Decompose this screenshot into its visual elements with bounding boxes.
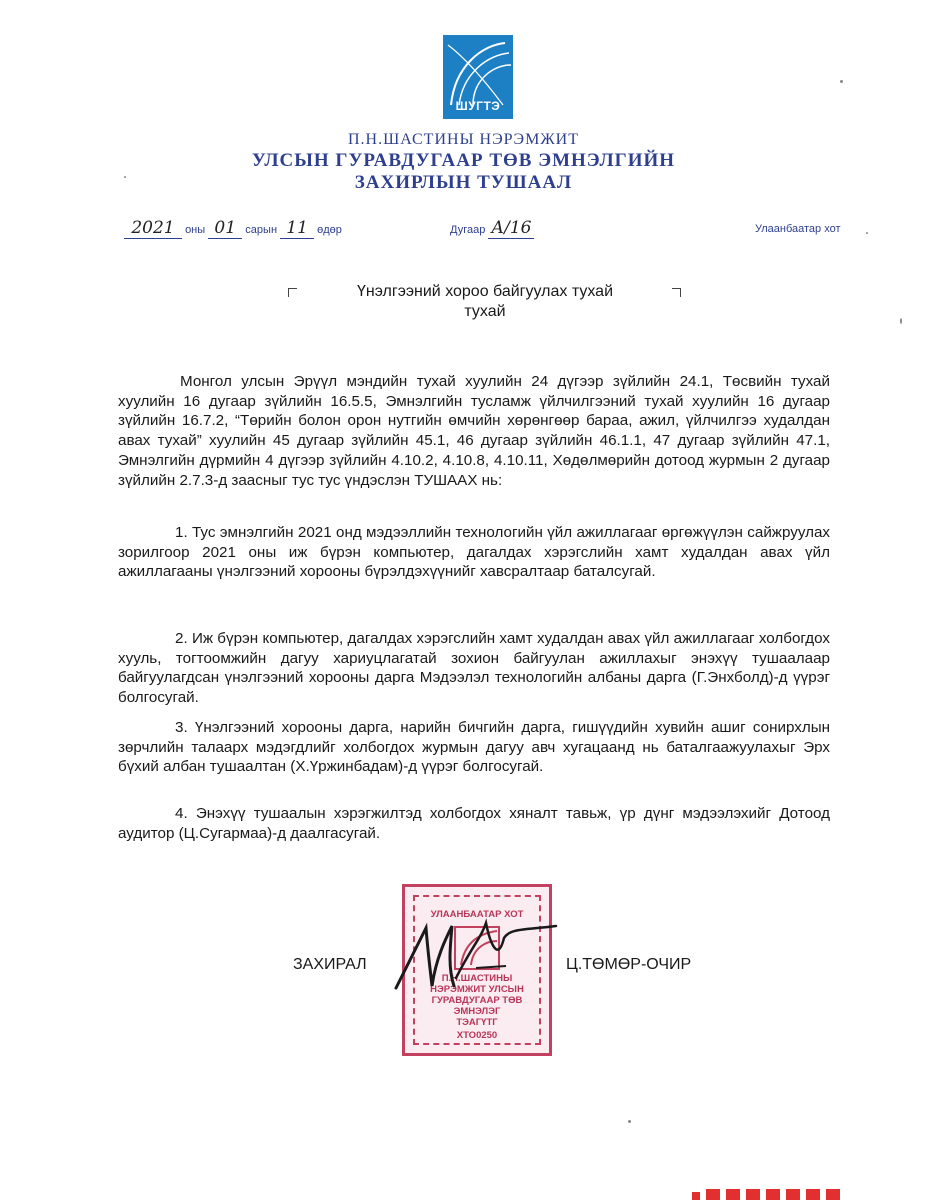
signatory-title: ЗАХИРАЛ: [293, 956, 367, 973]
stamp-line3: НЭРЭМЖИТ УЛСЫН: [430, 984, 524, 995]
scan-speck: [900, 318, 902, 324]
stamp-line5: ЭМНЭЛЭГ: [453, 1006, 501, 1017]
year-label: оны: [185, 224, 206, 236]
date-day: 11: [280, 218, 314, 239]
date-month: 01: [208, 218, 242, 239]
document-header-title: [0, 150, 927, 194]
logo-text: ШУГТЭ: [455, 99, 501, 113]
org-title-line1: УЛСЫН ГУРАВДУГААР ТӨВ ЭМНЭЛГИЙН: [251, 150, 676, 171]
signatory-name: Ц.ТӨМӨР-ОЧИР: [566, 956, 692, 973]
stamp-line2: П.Н.ШАСТИНЫ: [441, 973, 513, 984]
org-title-line2: ЗАХИРЛЫН ТУШААЛ: [354, 172, 573, 193]
preamble-paragraph: Монгол улсын Эрүүл мэндийн тухай хуулийн 24 дүгээр зүйлийн 24.1, Төсвийн тухай хуулийн 16 дугаар зүйлийн 16.5.5, Эмнэлгийн тусламж үйлчилгээний тухай хуулийн 16 дугаар зүйлийн 16.7.2, “Төрийн болон орон нутгийн өмчийн хөрөнгөөр бараа, ажил, үйлчилгээ худалдан авах тухай” хуулийн 45 дугаар зүйлийн 45.1, 46 дугаар зүйлийн 46.1.1, 47 дугаар зүйлийн 47.1, Эмнэлгийн дүрмийн 4 дүгээр зүйлийн 4.10.2, 4.10.8, 4.10.11, Хөдөлмөрийн дотоод журмын 2 дугаар зүйлийн 2.7.3-д заасныг тус тус үндэслэн ТУШААХ нь:: [118, 373, 830, 489]
number-label: Дугаар: [450, 224, 486, 236]
scan-speck: [866, 232, 868, 234]
hospital-logo: [443, 35, 513, 119]
subject-corner-right: [672, 288, 681, 297]
order-item-3: 3. Үнэлгээний хорооны дарга, нарийн бичгийн дарга, гишүүдийн хувийн ашиг сонирхлын зөрчлийн талаарх мэдэгдлийг холбогдох журмын дагуу авч хугацаанд нь баталгаажуулахыг Эрх бүхий албан тушаалтан (Х.Үржинбадам)-д үүрэг болгосугай.: [118, 719, 830, 776]
handwritten-signature: [386, 908, 566, 998]
document-number: [450, 218, 534, 239]
order-item-4: 4. Энэхүү тушаалын хэрэгжилтэд холбогдох хяналт тавьж, үр дүнг мэдээлэхийг Дотоод аудитор (Ц.Сугармаа)-д даалгасугай.: [118, 805, 830, 842]
stamp-line7: ХТО0250: [456, 1030, 498, 1041]
date-year: 2021: [124, 218, 182, 239]
order-item-2: 2. Иж бүрэн компьютер, дагалдах хэрэгслийн хамт худалдан авах үйл ажиллагааг холбогдох хууль, тогтоомжийн дагуу хариуцлагатай зохион байгуулан ажиллахыг энэхүү тушаалаар байгуулагдсан үнэлгээний хорооны дарга Мэдээлэл технологийн албаны дарга (Г.Энхболд)-д үүрэг болгосугай.: [118, 630, 830, 707]
stamp-line4: ГУРАВДУГААР ТӨВ: [431, 995, 523, 1006]
stamp-line1: УЛААНБААТАР ХОТ: [430, 909, 524, 920]
scan-speck: [124, 176, 126, 178]
city-label: Улаанбаатар хот: [755, 223, 841, 235]
order-item-1: 1. Тус эмнэлгийн 2021 онд мэдээллийн технологийн үйл ажиллагааг өргөжүүлэн сайжруулах зорилгоор 2021 оны иж бүрэн компьютер, дагалдах хэрэгслийн хамт худалдан авах үйл ажиллагааны үнэлгээний хорооны бүрэлдэхүүнийг хавсралтаар баталсугай.: [118, 524, 830, 581]
organization-subtitle: П.Н.ШАСТИНЫ НЭРЭМЖИТ: [348, 131, 579, 148]
number-value: А/16: [488, 218, 534, 239]
scan-speck: [628, 1120, 631, 1123]
subject-line2: тухай: [464, 303, 506, 320]
bottom-red-mark: [692, 1186, 852, 1200]
day-label: өдөр: [317, 224, 342, 236]
month-label: сарын: [245, 224, 278, 236]
date-line: [124, 218, 342, 239]
subject-corner-left: [288, 288, 297, 297]
subject-line1: Үнэлгээний хороо байгуулах тухай: [356, 283, 614, 300]
scan-speck: [840, 80, 843, 83]
stamp-line6: ТЭАГҮТГ: [456, 1017, 498, 1028]
document-subject: [300, 282, 670, 322]
